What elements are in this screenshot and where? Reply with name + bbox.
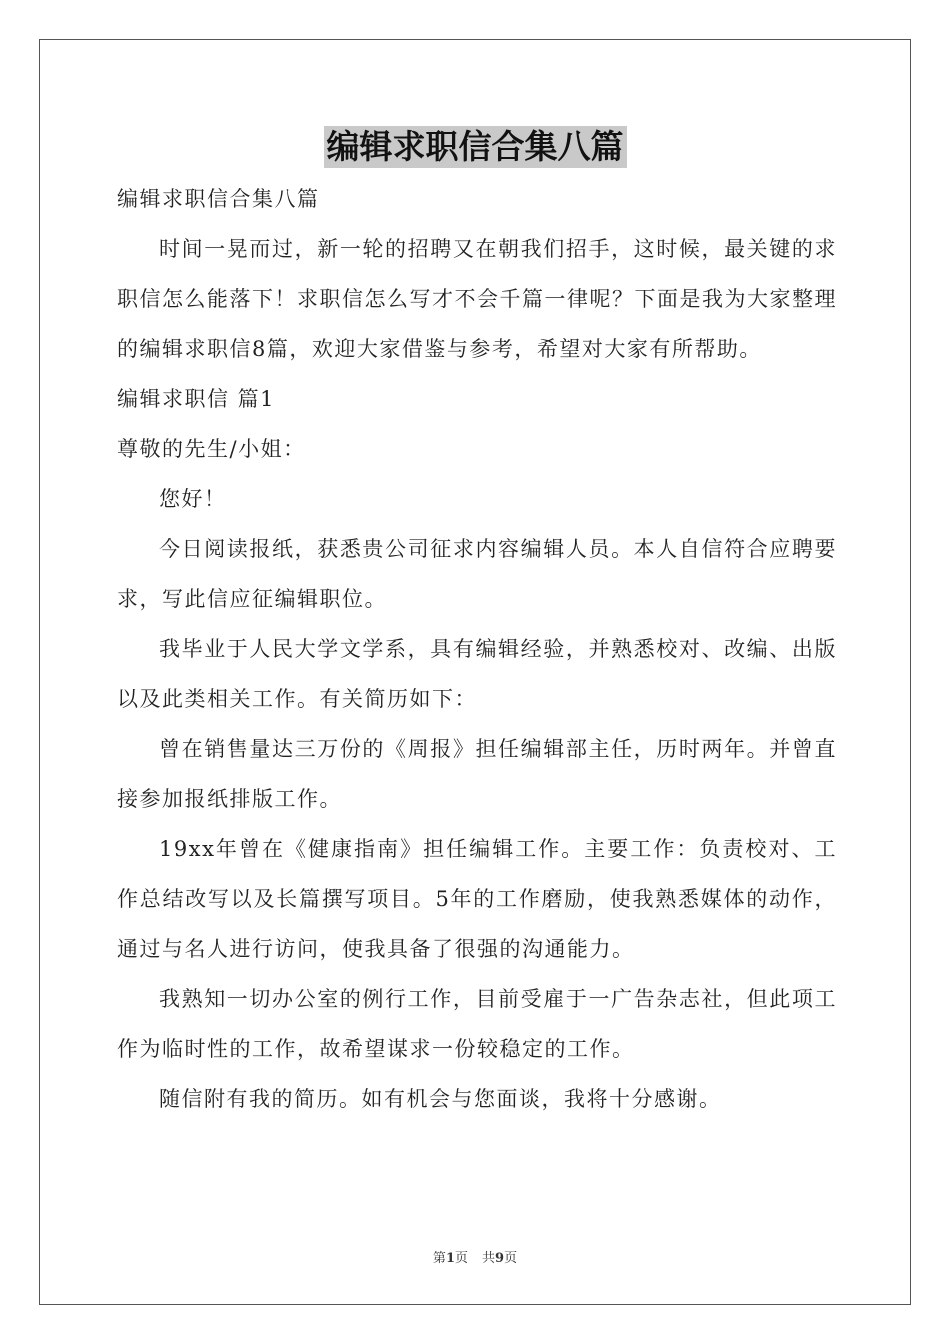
letter-greeting: 您好！	[159, 487, 227, 511]
page-prefix: 第	[432, 1251, 446, 1266]
page-footer	[0, 1247, 950, 1266]
total-suffix: 页	[504, 1251, 518, 1266]
document-title: 编辑求职信合集八篇	[324, 126, 627, 168]
letter-salutation: 尊敬的先生/小姐：	[117, 437, 306, 461]
document-body	[117, 174, 837, 1124]
paragraph: 随信附有我的简历。如有机会与您面谈，我将十分感谢。	[159, 1087, 722, 1111]
paragraph: 曾在销售量达三万份的《周报》担任编辑部主任，历时两年。并曾直接参加报纸排版工作。	[117, 737, 837, 811]
page-suffix: 页	[454, 1251, 468, 1266]
page-number: 1	[445, 1251, 455, 1266]
total-prefix: 共	[482, 1251, 496, 1266]
paragraph-intro: 时间一晃而过，新一轮的招聘又在朝我们招手，这时候，最关键的求职信怎么能落下！求职信怎么写才不会千篇一律呢？下面是我为大家整理的编辑求职信8篇，欢迎大家借鉴与参考，希望对大家有所帮助。	[117, 237, 837, 361]
title-wrap	[0, 126, 950, 168]
paragraph: 今日阅读报纸，获悉贵公司征求内容编辑人员。本人自信符合应聘要求，写此信应征编辑职位。	[117, 537, 837, 611]
letter-heading: 编辑求职信 篇1	[117, 387, 276, 411]
document-subtitle: 编辑求职信合集八篇	[117, 187, 320, 211]
paragraph: 我毕业于人民大学文学系，具有编辑经验，并熟悉校对、改编、出版以及此类相关工作。有关简历如下：	[117, 637, 837, 711]
paragraph: 19xx年曾在《健康指南》担任编辑工作。主要工作：负责校对、工作总结改写以及长篇撰写项目。5年的工作磨励，使我熟悉媒体的动作，通过与名人进行访问，使我具备了很强的沟通能力。	[117, 837, 837, 961]
total-pages: 9	[495, 1251, 505, 1266]
paragraph: 我熟知一切办公室的例行工作，目前受雇于一广告杂志社，但此项工作为临时性的工作，故希望谋求一份较稳定的工作。	[117, 987, 837, 1061]
